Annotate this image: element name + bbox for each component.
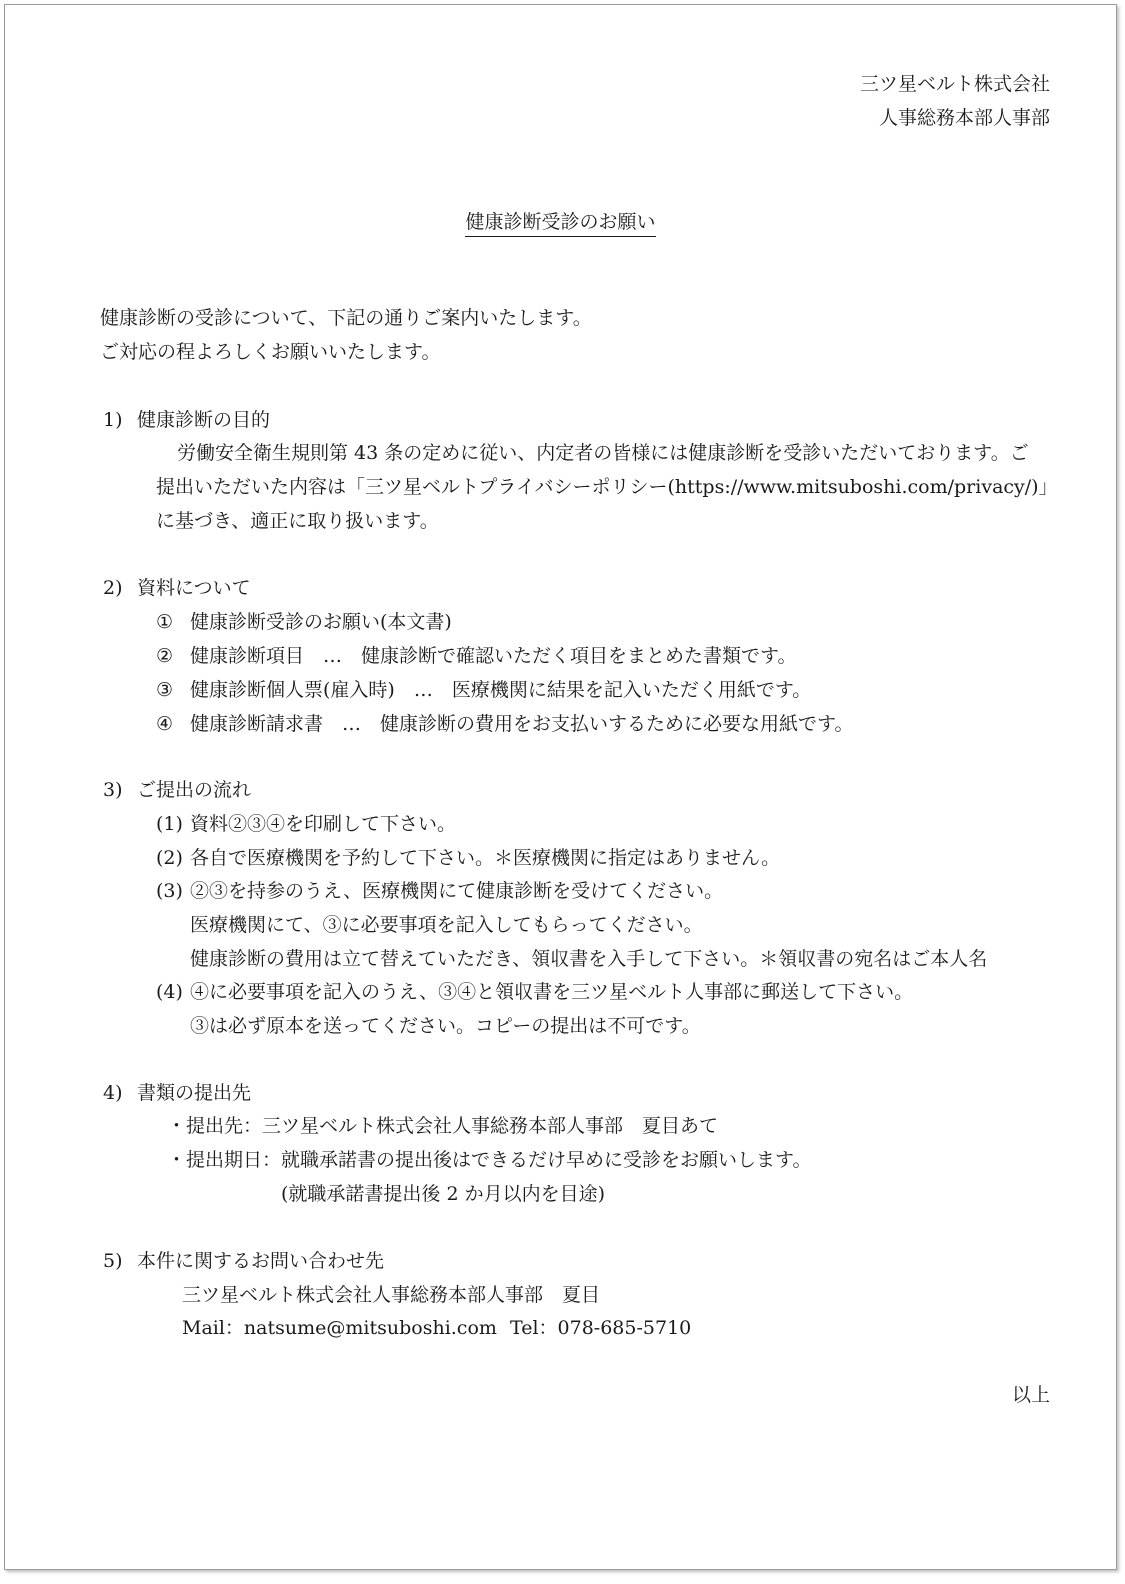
section-3-title: ご提出の流れ	[137, 779, 252, 801]
step-row	[156, 1009, 701, 1043]
section-1-line-2: 提出いただいた内容は「三ツ星ベルトプライバシーポリシー(https://www.mitsuboshi.com/privacy/)」	[156, 476, 1058, 498]
step-row	[156, 975, 913, 1009]
item-mark: ③	[156, 679, 174, 701]
submission-destination: ・提出先：三ツ星ベルト株式会社人事総務本部人事部 夏目あて	[167, 1115, 719, 1137]
step-mark: (4)	[156, 981, 183, 1003]
section-1-line-3: に基づき、適正に取り扱います。	[156, 510, 439, 532]
list-item	[156, 673, 811, 707]
section-3-heading	[103, 773, 251, 807]
section-5-number: 5)	[103, 1250, 123, 1272]
contact-organization: 三ツ星ベルト株式会社人事総務本部人事部 夏目	[182, 1284, 601, 1306]
list-item	[156, 707, 853, 741]
section-1-title: 健康診断の目的	[137, 409, 271, 431]
step-mark: (2)	[156, 847, 183, 869]
section-5-heading	[103, 1244, 384, 1278]
step-text: ③は必ず原本を送ってください。コピーの提出は不可です。	[190, 1015, 701, 1037]
item-mark: ②	[156, 645, 174, 667]
item-text: 健康診断受診のお願い(本文書)	[190, 611, 452, 633]
submission-deadline-note: (就職承諾書提出後 2 か月以内を目途)	[281, 1183, 605, 1205]
item-mark: ①	[156, 611, 174, 633]
step-row	[156, 942, 987, 976]
step-row	[156, 807, 456, 841]
step-text: ②③を持参のうえ、医療機関にて健康診断を受けてください。	[190, 880, 724, 902]
section-2-heading	[103, 571, 251, 605]
step-mark: (3)	[156, 880, 183, 902]
section-4-heading	[103, 1076, 251, 1110]
step-text: 資料②③④を印刷して下さい。	[190, 813, 457, 835]
step-row	[156, 841, 780, 875]
contact-mail: Mail：natsume@mitsuboshi.com	[182, 1317, 497, 1339]
list-item	[156, 639, 796, 673]
section-2-number: 2)	[103, 577, 123, 599]
item-text: 健康診断項目 … 健康診断で確認いただく項目をまとめた書類です。	[190, 645, 797, 667]
closing-mark: 以上	[1011, 1384, 1050, 1406]
step-text: 医療機関にて、③に必要事項を記入してもらってください。	[190, 914, 703, 936]
submission-deadline: ・提出期日：就職承諾書の提出後はできるだけ早めに受診をお願いします。	[167, 1149, 812, 1171]
company-name: 三ツ星ベルト株式会社	[859, 73, 1050, 95]
step-row	[156, 874, 723, 908]
intro-line-2: ご対応の程よろしくお願いいたします。	[100, 341, 441, 363]
intro-line-1: 健康診断の受診について、下記の通りご案内いたします。	[100, 307, 592, 329]
step-mark: (1)	[156, 813, 183, 835]
section-4-title: 書類の提出先	[137, 1082, 252, 1104]
item-text: 健康診断請求書 … 健康診断の費用をお支払いするために必要な用紙です。	[190, 713, 854, 735]
section-1-heading	[103, 403, 270, 437]
step-row	[156, 908, 703, 942]
section-1-number: 1)	[103, 409, 123, 431]
contact-tel: Tel：078-685-5710	[510, 1317, 692, 1339]
list-item	[156, 605, 452, 639]
department-name: 人事総務本部人事部	[878, 107, 1050, 129]
item-text: 健康診断個人票(雇入時) … 医療機関に結果を記入いただく用紙です。	[190, 679, 812, 701]
item-mark: ④	[156, 713, 174, 735]
step-text: 健康診断の費用は立て替えていただき、領収書を入手して下さい。＊領収書の宛名はご本人名	[190, 948, 988, 970]
step-text: 各自で医療機関を予約して下さい。＊医療機関に指定はありません。	[190, 847, 781, 869]
section-2-title: 資料について	[137, 577, 251, 599]
section-5-title: 本件に関するお問い合わせ先	[137, 1250, 385, 1272]
step-text: ④に必要事項を記入のうえ、③④と領収書を三ツ星ベルト人事部に郵送して下さい。	[190, 981, 914, 1003]
section-4-number: 4)	[103, 1082, 123, 1104]
document-title-wrap	[5, 205, 1116, 239]
document-title: 健康診断受診のお願い	[465, 208, 655, 237]
section-3-number: 3)	[103, 779, 123, 801]
document-page	[4, 4, 1117, 1570]
section-1-line-1: 労働安全衛生規則第 43 条の定めに従い、内定者の皆様には健康診断を受診いただいております。ご	[177, 442, 1029, 464]
